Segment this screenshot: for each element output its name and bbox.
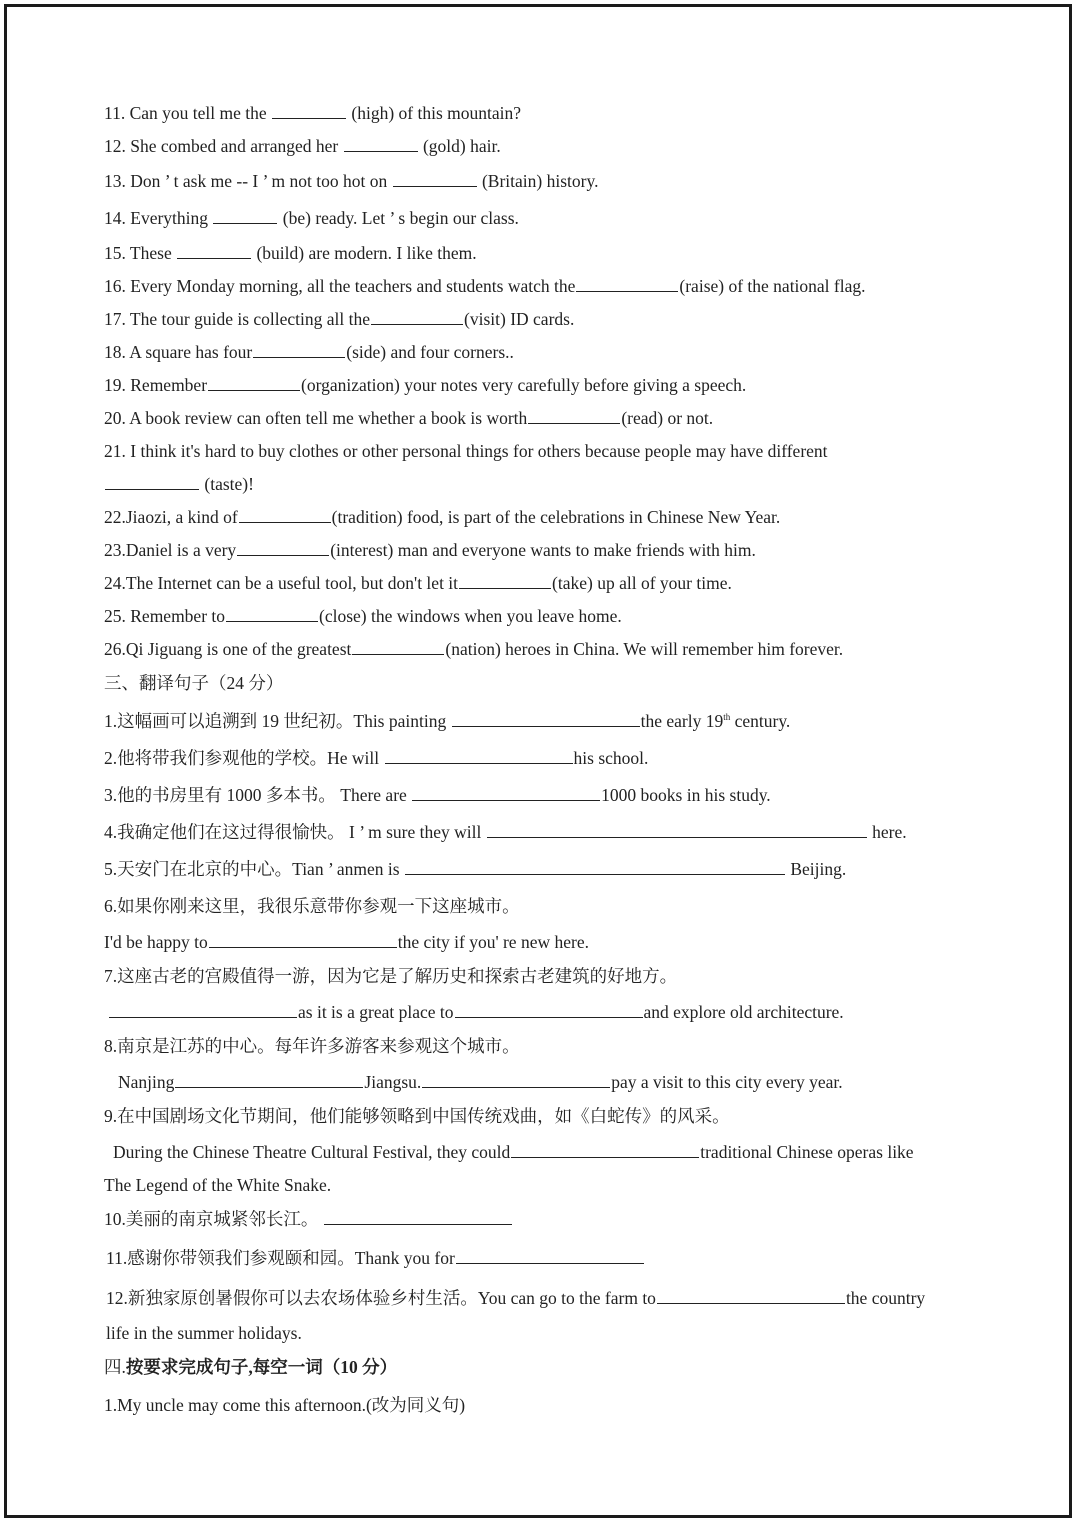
question-25: 25. Remember to (close) the windows when you leave home.: [104, 606, 622, 626]
answer-blank[interactable]: [324, 1208, 512, 1225]
question-26: 26.Qi Jiguang is one of the greatest (nation) heroes in China. We will remember him forever.: [104, 639, 844, 659]
answer-blank[interactable]: [412, 784, 600, 801]
question-15: 15. These (build) are modern. I like them.: [104, 243, 477, 263]
translation-12: 12.新独家原创暑假你可以去农场体验乡村生活。You can go to the farm to the country: [106, 1288, 926, 1308]
answer-blank[interactable]: [371, 308, 463, 325]
translation-8-chinese: 8.南京是江苏的中心。每年许多游客来参观这个城市。: [104, 1036, 520, 1056]
question-13: 13. Don ’ t ask me -- I ’ m not too hot on (Britain) history.: [104, 171, 599, 191]
answer-blank[interactable]: [405, 858, 785, 875]
section-4-title: 四.按要求完成句子,每空一词（10 分）: [104, 1357, 398, 1377]
question-23: 23.Daniel is a very (interest) man and everyone wants to make friends with him.: [104, 540, 756, 560]
answer-blank[interactable]: [511, 1141, 699, 1158]
answer-blank[interactable]: [422, 1071, 610, 1088]
answer-blank[interactable]: [272, 102, 346, 119]
answer-blank[interactable]: [209, 931, 397, 948]
translation-8: Nanjing Jiangsu. pay a visit to this city every year.: [118, 1072, 843, 1092]
answer-blank[interactable]: [459, 572, 551, 589]
answer-blank[interactable]: [239, 506, 331, 523]
question-24: 24.The Internet can be a useful tool, but don't let it (take) up all of your time.: [104, 573, 732, 593]
section-3-title: 三、翻译句子（24 分）: [104, 673, 284, 693]
answer-blank[interactable]: [105, 473, 199, 490]
answer-blank[interactable]: [455, 1001, 643, 1018]
answer-blank[interactable]: [528, 407, 620, 424]
answer-blank[interactable]: [109, 1001, 297, 1018]
answer-blank[interactable]: [456, 1247, 644, 1264]
translation-6: I'd be happy to the city if you' re new here.: [104, 932, 589, 952]
question-21-continued: (taste)!: [104, 473, 1080, 495]
question-20: 20. A book review can often tell me whether a book is worth (read) or not.: [104, 408, 714, 428]
answer-blank[interactable]: [344, 135, 418, 152]
translation-10: 10.美丽的南京城紧邻长江。: [104, 1208, 1080, 1230]
translation-12-continued: life in the summer holidays.: [106, 1323, 302, 1343]
section-4-question-1: 1.My uncle may come this afternoon.(改为同义句): [104, 1395, 466, 1415]
question-11: 11. Can you tell me the (high) of this mountain?: [104, 103, 522, 123]
translation-11: 11.感谢你带领我们参观颐和园。Thank you for: [106, 1247, 1080, 1269]
answer-blank[interactable]: [657, 1287, 845, 1304]
answer-blank[interactable]: [253, 341, 345, 358]
answer-blank[interactable]: [393, 170, 477, 187]
answer-blank[interactable]: [487, 821, 867, 838]
answer-blank[interactable]: [226, 605, 318, 622]
answer-blank[interactable]: [213, 207, 277, 224]
translation-6-chinese: 6.如果你刚来这里，我很乐意带你参观一下这座城市。: [104, 896, 520, 916]
answer-blank[interactable]: [352, 638, 444, 655]
answer-blank[interactable]: [237, 539, 329, 556]
translation-5: 5.天安门在北京的中心。Tian ’ anmen is Beijing.: [104, 859, 847, 879]
answer-blank[interactable]: [576, 275, 678, 292]
question-21: 21. I think it's hard to buy clothes or other personal things for others because people may have different: [104, 441, 828, 461]
translation-9: During the Chinese Theatre Cultural Festival, they could traditional Chinese operas like: [113, 1142, 914, 1162]
question-19: 19. Remember (organization) your notes very carefully before giving a speech.: [104, 375, 747, 395]
translation-9-continued: The Legend of the White Snake.: [104, 1175, 332, 1195]
answer-blank[interactable]: [175, 1071, 363, 1088]
question-18: 18. A square has four (side) and four corners..: [104, 342, 514, 362]
question-12: 12. She combed and arranged her (gold) hair.: [104, 136, 501, 156]
translation-2: 2.他将带我们参观他的学校。He will his school.: [104, 748, 649, 768]
question-14: 14. Everything (be) ready. Let ’ s begin our class.: [104, 208, 519, 228]
translation-7: as it is a great place to and explore old architecture.: [108, 1001, 1080, 1023]
question-22: 22.Jiaozi, a kind of (tradition) food, is part of the celebrations in Chinese New Year.: [104, 507, 781, 527]
answer-blank[interactable]: [208, 374, 300, 391]
question-17: 17. The tour guide is collecting all the (visit) ID cards.: [104, 309, 575, 329]
translation-3: 3.他的书房里有 1000 多本书。 There are 1000 books in his study.: [104, 785, 771, 805]
translation-4: 4.我确定他们在这过得很愉快。 I ’ m sure they will here.: [104, 822, 907, 842]
answer-blank[interactable]: [385, 747, 573, 764]
translation-9-chinese: 9.在中国剧场文化节期间，他们能够领略到中国传统戏曲，如《白蛇传》的风采。: [104, 1106, 730, 1126]
answer-blank[interactable]: [177, 242, 251, 259]
answer-blank[interactable]: [452, 710, 640, 727]
translation-7-chinese: 7.这座古老的宫殿值得一游，因为它是了解历史和探索古老建筑的好地方。: [104, 966, 678, 986]
question-16: 16. Every Monday morning, all the teachers and students watch the (raise) of the national flag.: [104, 276, 866, 296]
translation-1: 1.这幅画可以追溯到 19 世纪初。This painting the early 19th century.: [104, 711, 791, 731]
